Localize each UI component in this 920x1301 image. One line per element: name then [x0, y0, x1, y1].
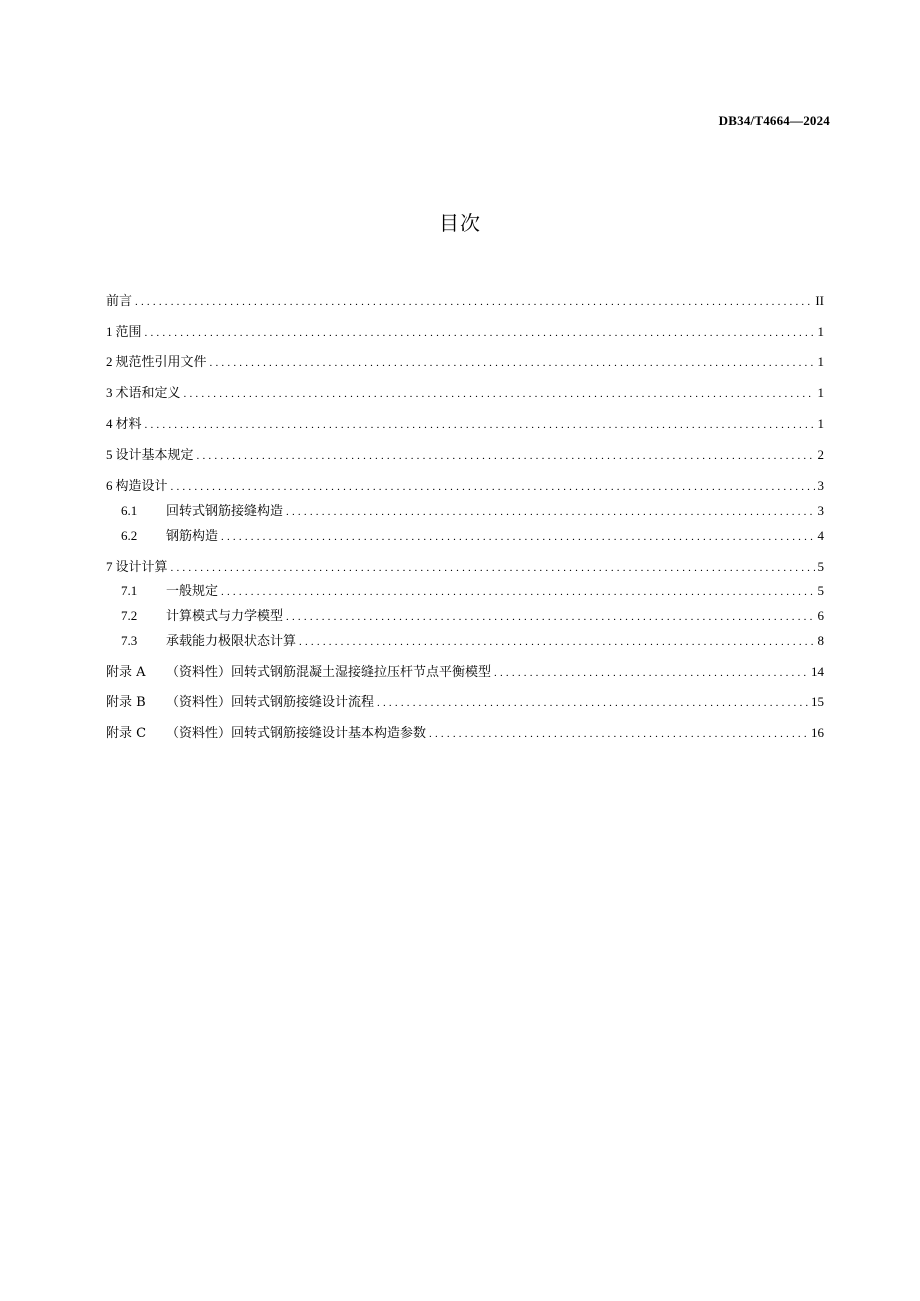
toc-entry-label: 一般规定: [166, 584, 219, 599]
toc-entry[interactable]: [121, 605, 824, 627]
toc-dot-leader: [221, 526, 814, 548]
toc-entry-page: 3: [817, 503, 824, 518]
page-title: 目次: [439, 211, 481, 235]
toc-entry-label: 前言: [106, 294, 133, 309]
toc-entry-page: 5: [817, 559, 824, 574]
toc-entry-label: 计算模式与力学模型: [166, 609, 284, 624]
toc-entry[interactable]: [106, 691, 824, 713]
toc-entry[interactable]: [106, 351, 824, 373]
toc-entry-number: 5: [106, 447, 113, 462]
toc-dot-leader: [171, 557, 815, 579]
toc-entry-label: 术语和定义: [115, 386, 181, 401]
toc-dot-leader: [210, 352, 815, 374]
toc-entry[interactable]: [121, 525, 824, 547]
toc-entry-page: 15: [811, 694, 824, 709]
toc-entry-label: 材料: [115, 417, 142, 432]
toc-entry-page: 8: [817, 633, 824, 648]
toc-entry-page: 3: [817, 478, 824, 493]
toc-dot-leader: [299, 631, 814, 653]
toc-dot-leader: [197, 445, 815, 467]
toc-entry-number: 3: [106, 385, 113, 400]
toc-entry[interactable]: [106, 556, 824, 578]
toc-entry[interactable]: [121, 500, 824, 522]
toc-entry-number: 1: [106, 324, 113, 339]
toc-entry-number: 7.2: [121, 608, 138, 623]
toc-entry[interactable]: [121, 580, 824, 602]
toc-entry-label: 设计基本规定: [115, 448, 194, 463]
toc-dot-leader: [171, 476, 815, 498]
toc-dot-leader: [494, 662, 808, 684]
toc-entry-page: 1: [817, 385, 824, 400]
toc-entry[interactable]: [121, 630, 824, 652]
toc-entry[interactable]: [106, 475, 824, 497]
toc-entry[interactable]: [106, 413, 824, 435]
toc-entry-label: 钢筋构造: [166, 529, 219, 544]
toc-entry-page: 16: [811, 725, 824, 740]
toc-entry-page: 6: [817, 608, 824, 623]
toc-entry-label: 范围: [115, 325, 142, 340]
toc-entry-number: 7: [106, 559, 113, 574]
toc-entry-label: （资料性）回转式钢筋混凝土湿接缝拉压杆节点平衡模型: [166, 665, 492, 680]
toc-entry-page: 1: [817, 354, 824, 369]
toc-entry-label: 规范性引用文件: [115, 355, 207, 370]
toc-dot-leader: [145, 414, 815, 436]
toc-dot-leader: [429, 723, 808, 745]
toc-entry-page: 14: [811, 664, 824, 679]
toc-entry-page: II: [815, 293, 824, 308]
toc-entry-label: 回转式钢筋接缝构造: [166, 504, 284, 519]
toc-entry-label: 承载能力极限状态计算: [166, 634, 297, 649]
toc-entry-number: 6: [106, 478, 113, 493]
toc-entry-page: 4: [817, 528, 824, 543]
toc-entry-page: 5: [817, 583, 824, 598]
toc-entry-page: 1: [817, 324, 824, 339]
toc-entry-number: 6.1: [121, 503, 138, 518]
toc-entry[interactable]: [106, 321, 824, 343]
toc-dot-leader: [145, 322, 815, 344]
toc-entry[interactable]: [106, 382, 824, 404]
toc-entry-page: 1: [817, 416, 824, 431]
toc-dot-leader: [286, 501, 814, 523]
toc-entry-number: 附录 A: [106, 665, 146, 680]
toc-entry-number: 7.1: [121, 583, 138, 598]
toc-entry-label: 构造设计: [115, 479, 168, 494]
toc-entry-number: 附录 B: [106, 695, 146, 710]
toc-dot-leader: [184, 383, 815, 405]
toc-entry-number: 7.3: [121, 633, 138, 648]
toc-entry-page: 2: [817, 447, 824, 462]
toc-entry-label: （资料性）回转式钢筋接缝设计流程: [166, 695, 375, 710]
toc-dot-leader: [377, 692, 808, 714]
document-code: DB34/T4664—2024: [718, 113, 830, 128]
toc-entry-label: （资料性）回转式钢筋接缝设计基本构造参数: [166, 726, 427, 741]
toc-entry-number: 附录 C: [106, 726, 147, 741]
toc-dot-leader: [286, 606, 814, 628]
toc-entry-number: 2: [106, 354, 113, 369]
toc-entry-number: 6.2: [121, 528, 138, 543]
toc-dot-leader: [135, 291, 812, 313]
toc-entry[interactable]: [106, 290, 824, 312]
toc-entry[interactable]: [106, 661, 824, 683]
toc-entry[interactable]: [106, 444, 824, 466]
toc-entry-number: 4: [106, 416, 113, 431]
toc-entry[interactable]: [106, 722, 824, 744]
toc-entry-label: 设计计算: [115, 560, 168, 575]
toc-dot-leader: [221, 581, 814, 603]
